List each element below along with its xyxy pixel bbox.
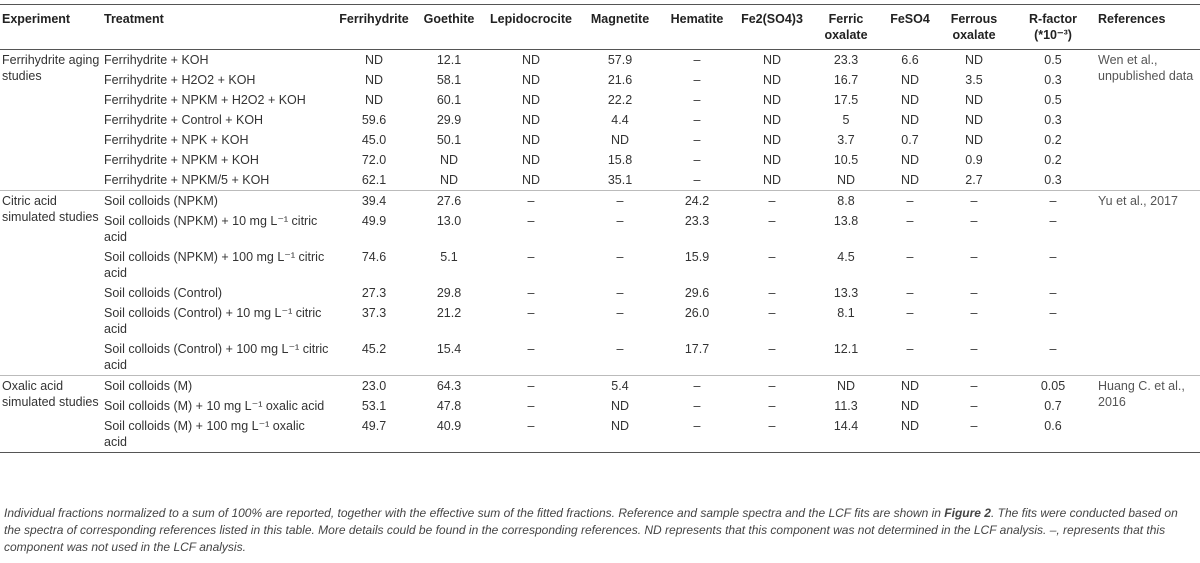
- table-header: [0, 5, 1200, 50]
- value-cell: 23.3: [833, 53, 859, 67]
- treatment-cell: Soil colloids (NPKM) + 10 mg L⁻¹ citric acid: [104, 214, 318, 244]
- header-ferrous-sulfate: FeSO4: [890, 12, 930, 26]
- header-ferrihydrite: Ferrihydrite: [339, 12, 409, 26]
- value-cell: –: [768, 342, 776, 356]
- value-cell: 74.6: [361, 250, 387, 264]
- value-cell: 0.6: [1044, 419, 1062, 433]
- value-cell: 29.8: [436, 286, 462, 300]
- value-cell: –: [970, 419, 978, 433]
- value-cell: 22.2: [607, 93, 633, 107]
- value-cell: 37.3: [361, 306, 387, 320]
- table-row: [0, 130, 1200, 150]
- value-cell: –: [616, 342, 624, 356]
- value-cell: ND: [364, 53, 384, 67]
- table-row: [0, 211, 1200, 247]
- treatment-cell: Soil colloids (M) + 100 mg L⁻¹ oxalic acid: [104, 419, 305, 449]
- reference-cell: Wen et al., unpublished data: [1098, 53, 1194, 83]
- value-cell: 4.4: [611, 113, 629, 127]
- treatment-cell: Ferrihydrite + Control + KOH: [104, 113, 264, 127]
- value-cell: –: [616, 306, 624, 320]
- value-cell: –: [734, 191, 810, 212]
- value-cell: –: [527, 342, 535, 356]
- value-cell: –: [482, 376, 580, 397]
- value-cell: –: [616, 286, 624, 300]
- value-cell: –: [938, 376, 1010, 397]
- value-cell: –: [970, 286, 978, 300]
- value-cell: –: [1049, 306, 1057, 320]
- treatment-cell: Ferrihydrite + NPKM + KOH: [104, 153, 259, 167]
- value-cell: 13.0: [436, 214, 462, 228]
- treatment-cell: Ferrihydrite + KOH: [104, 53, 209, 67]
- value-cell: 0.5: [1044, 53, 1062, 67]
- value-cell: –: [1049, 286, 1057, 300]
- value-cell: –: [938, 191, 1010, 212]
- value-cell: –: [970, 342, 978, 356]
- value-cell: –: [527, 214, 535, 228]
- header-ferric-sulfate: Fe2(SO4)3: [741, 12, 803, 26]
- value-cell: 8.8: [810, 191, 882, 212]
- value-cell: 2.7: [965, 173, 983, 187]
- value-cell: –: [693, 419, 701, 433]
- value-cell: 72.0: [361, 153, 387, 167]
- value-cell: ND: [521, 53, 541, 67]
- treatment-cell: Ferrihydrite + NPKM/5 + KOH: [104, 173, 270, 187]
- value-cell: ND: [762, 93, 782, 107]
- value-cell: 45.0: [361, 133, 387, 147]
- table-row: [0, 283, 1200, 303]
- value-cell: ND: [610, 133, 630, 147]
- value-cell: –: [882, 191, 938, 212]
- table-row: [0, 303, 1200, 339]
- reference-cell: Yu et al., 2017: [1096, 191, 1200, 376]
- table-row: [0, 50, 1200, 71]
- value-cell: 23.0: [332, 376, 416, 397]
- value-cell: 0.5: [1044, 93, 1062, 107]
- value-cell: 14.4: [833, 419, 859, 433]
- value-cell: –: [693, 73, 701, 87]
- value-cell: 45.2: [361, 342, 387, 356]
- table-row: [0, 191, 1200, 212]
- value-cell: –: [768, 306, 776, 320]
- value-cell: ND: [762, 73, 782, 87]
- value-cell: 16.7: [833, 73, 859, 87]
- value-cell: –: [768, 214, 776, 228]
- value-cell: –: [906, 306, 914, 320]
- value-cell: 58.1: [436, 73, 462, 87]
- treatment-cell: Soil colloids (Control): [104, 286, 223, 300]
- value-cell: ND: [900, 173, 920, 187]
- value-cell: 50.1: [436, 133, 462, 147]
- value-cell: –: [970, 250, 978, 264]
- value-cell: –: [693, 173, 701, 187]
- value-cell: –: [527, 286, 535, 300]
- value-cell: –: [768, 286, 776, 300]
- table-row: [0, 339, 1200, 376]
- value-cell: ND: [882, 376, 938, 397]
- value-cell: 53.1: [361, 399, 387, 413]
- value-cell: 27.6: [416, 191, 482, 212]
- value-cell: 26.0: [684, 306, 710, 320]
- value-cell: ND: [964, 133, 984, 147]
- value-cell: ND: [900, 73, 920, 87]
- value-cell: –: [693, 53, 701, 67]
- value-cell: ND: [900, 93, 920, 107]
- value-cell: ND: [521, 133, 541, 147]
- value-cell: 0.7: [901, 133, 919, 147]
- value-cell: ND: [364, 73, 384, 87]
- table-row: [0, 396, 1200, 416]
- value-cell: 17.5: [833, 93, 859, 107]
- value-cell: 23.3: [684, 214, 710, 228]
- value-cell: ND: [964, 113, 984, 127]
- value-cell: 5: [842, 113, 850, 127]
- value-cell: ND: [610, 399, 630, 413]
- value-cell: 5.4: [580, 376, 660, 397]
- value-cell: ND: [439, 173, 459, 187]
- value-cell: 15.8: [607, 153, 633, 167]
- value-cell: 17.7: [684, 342, 710, 356]
- value-cell: ND: [364, 93, 384, 107]
- value-cell: –: [970, 214, 978, 228]
- value-cell: 12.1: [833, 342, 859, 356]
- value-cell: –: [527, 306, 535, 320]
- value-cell: 11.3: [834, 399, 858, 413]
- value-cell: 64.3: [416, 376, 482, 397]
- header-magnetite: Magnetite: [590, 12, 650, 26]
- value-cell: 0.3: [1044, 173, 1062, 187]
- value-cell: –: [1049, 342, 1057, 356]
- value-cell: –: [660, 376, 734, 397]
- value-cell: –: [693, 153, 701, 167]
- table-caption: [4, 505, 1194, 556]
- value-cell: ND: [762, 113, 782, 127]
- treatment-cell: Ferrihydrite + H2O2 + KOH: [104, 73, 256, 87]
- value-cell: 15.4: [436, 342, 462, 356]
- treatment-cell: Soil colloids (NPKM) + 100 mg L⁻¹ citric acid: [104, 250, 325, 280]
- treatment-cell: Soil colloids (Control) + 10 mg L⁻¹ citric acid: [104, 306, 322, 336]
- value-cell: 62.1: [361, 173, 387, 187]
- value-cell: –: [1049, 214, 1057, 228]
- table-row: [0, 150, 1200, 170]
- treatment-cell: Soil colloids (M) + 10 mg L⁻¹ oxalic acid: [104, 399, 325, 413]
- value-cell: –: [616, 250, 624, 264]
- value-cell: ND: [762, 133, 782, 147]
- value-cell: –: [970, 399, 978, 413]
- value-cell: –: [616, 214, 624, 228]
- value-cell: 0.7: [1044, 399, 1062, 413]
- value-cell: ND: [521, 73, 541, 87]
- value-cell: –: [693, 113, 701, 127]
- value-cell: ND: [521, 93, 541, 107]
- value-cell: 21.2: [436, 306, 462, 320]
- value-cell: 12.1: [436, 53, 462, 67]
- header-treatment: Treatment: [104, 12, 164, 26]
- header-hematite: Hematite: [670, 12, 724, 26]
- value-cell: 5.1: [440, 250, 458, 264]
- value-cell: ND: [439, 153, 459, 167]
- value-cell: 49.7: [361, 419, 387, 433]
- value-cell: ND: [900, 419, 920, 433]
- header-ferric-oxalate: Ferric oxalate: [824, 12, 868, 42]
- value-cell: ND: [900, 399, 920, 413]
- value-cell: ND: [964, 93, 984, 107]
- header-references: References: [1098, 12, 1166, 26]
- value-cell: –: [906, 250, 914, 264]
- value-cell: 29.6: [684, 286, 710, 300]
- value-cell: –: [693, 133, 701, 147]
- value-cell: 21.6: [607, 73, 633, 87]
- value-cell: ND: [521, 153, 541, 167]
- value-cell: 40.9: [436, 419, 462, 433]
- value-cell: –: [693, 399, 701, 413]
- value-cell: –: [906, 342, 914, 356]
- value-cell: 0.2: [1044, 153, 1062, 167]
- value-cell: 29.9: [436, 113, 462, 127]
- value-cell: ND: [521, 173, 541, 187]
- value-cell: 0.3: [1044, 73, 1062, 87]
- header-lepidocrocite: Lepidocrocite: [490, 12, 572, 26]
- value-cell: 10.5: [833, 153, 859, 167]
- header-experiment: Experiment: [2, 12, 71, 26]
- header-r-factor: R-factor (*10⁻³): [1029, 12, 1077, 42]
- table-row: [0, 247, 1200, 283]
- value-cell: 27.3: [361, 286, 387, 300]
- header-ferrous-oxalate: Ferrous oxalate: [950, 12, 998, 42]
- value-cell: 3.7: [837, 133, 855, 147]
- value-cell: ND: [810, 376, 882, 397]
- value-cell: –: [768, 250, 776, 264]
- experiment-cell: Ferrihydrite aging studies: [2, 53, 100, 83]
- value-cell: ND: [836, 173, 856, 187]
- value-cell: ND: [900, 153, 920, 167]
- value-cell: –: [482, 191, 580, 212]
- value-cell: 6.6: [901, 53, 919, 67]
- table-row: [0, 110, 1200, 130]
- value-cell: –: [580, 191, 660, 212]
- value-cell: –: [906, 214, 914, 228]
- value-cell: 0.9: [965, 153, 983, 167]
- value-cell: 15.9: [684, 250, 710, 264]
- value-cell: ND: [762, 173, 782, 187]
- value-cell: –: [768, 419, 776, 433]
- figure-reference: Figure 2: [944, 506, 991, 520]
- value-cell: –: [768, 399, 776, 413]
- value-cell: –: [970, 306, 978, 320]
- value-cell: –: [693, 93, 701, 107]
- value-cell: ND: [762, 53, 782, 67]
- table-row: [0, 170, 1200, 191]
- value-cell: 8.1: [837, 306, 855, 320]
- value-cell: 3.5: [965, 73, 983, 87]
- value-cell: 0.2: [1044, 133, 1062, 147]
- value-cell: –: [527, 250, 535, 264]
- value-cell: 0.05: [1010, 376, 1096, 397]
- value-cell: –: [527, 419, 535, 433]
- value-cell: –: [1010, 191, 1096, 212]
- value-cell: 49.9: [361, 214, 387, 228]
- value-cell: –: [734, 376, 810, 397]
- value-cell: 13.8: [833, 214, 859, 228]
- value-cell: ND: [521, 113, 541, 127]
- lcf-results-table: [0, 4, 1200, 453]
- table-row: [0, 70, 1200, 90]
- experiment-cell: Citric acid simulated studies: [0, 191, 102, 376]
- table-body: [0, 50, 1200, 453]
- value-cell: –: [1049, 250, 1057, 264]
- value-cell: 24.2: [660, 191, 734, 212]
- experiment-cell: Oxalic acid simulated studies: [0, 376, 102, 453]
- value-cell: ND: [610, 419, 630, 433]
- treatment-cell: Ferrihydrite + NPK + KOH: [104, 133, 249, 147]
- table-row: [0, 416, 1200, 453]
- reference-cell: Huang C. et al., 2016: [1096, 376, 1200, 453]
- value-cell: ND: [964, 53, 984, 67]
- value-cell: –: [527, 399, 535, 413]
- value-cell: 39.4: [332, 191, 416, 212]
- value-cell: ND: [762, 153, 782, 167]
- treatment-cell: Soil colloids (M): [102, 376, 332, 397]
- treatment-cell: Ferrihydrite + NPKM + H2O2 + KOH: [104, 93, 306, 107]
- value-cell: 0.3: [1044, 113, 1062, 127]
- treatment-cell: Soil colloids (NPKM): [102, 191, 332, 212]
- value-cell: 13.3: [833, 286, 859, 300]
- value-cell: ND: [900, 113, 920, 127]
- value-cell: 59.6: [361, 113, 387, 127]
- value-cell: –: [906, 286, 914, 300]
- value-cell: 35.1: [607, 173, 633, 187]
- table-row: [0, 376, 1200, 397]
- caption-text-2: . The fits were conducted based on the spectra of corresponding references listed in this table. More details could be found in the corresponding references. ND represents that this component was not determined in the LCF analysis. –, represents that this component was not used in the LCF analysis.: [4, 506, 1178, 554]
- caption-text-1: Individual fractions normalized to a sum of 100% are reported, together with the effective sum of the fitted fractions. Reference and sample spectra and the LCF fits are shown in: [4, 506, 945, 520]
- value-cell: 60.1: [436, 93, 462, 107]
- value-cell: 57.9: [607, 53, 633, 67]
- value-cell: 47.8: [436, 399, 462, 413]
- value-cell: 4.5: [837, 250, 855, 264]
- header-goethite: Goethite: [423, 12, 475, 26]
- table-row: [0, 90, 1200, 110]
- treatment-cell: Soil colloids (Control) + 100 mg L⁻¹ citric acid: [104, 342, 329, 372]
